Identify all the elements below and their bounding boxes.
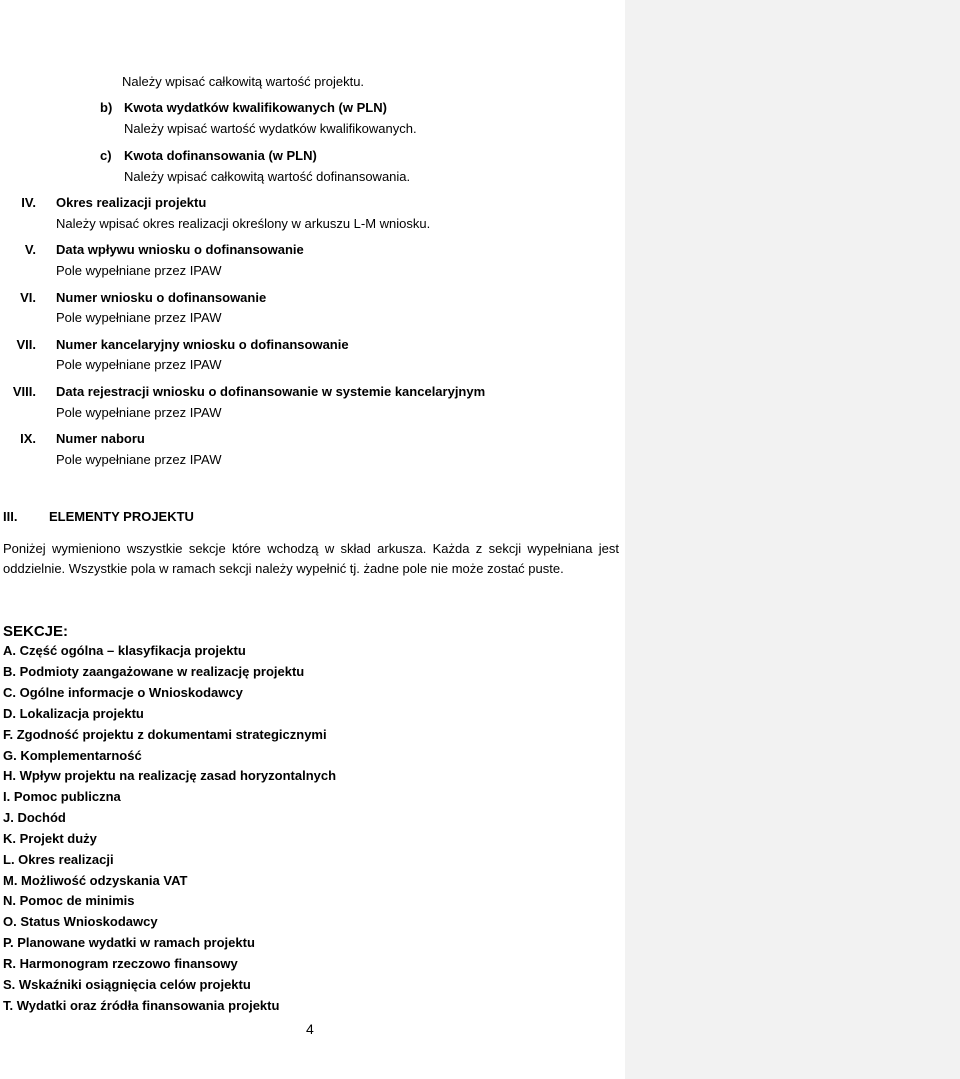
section-list-item: B. Podmioty zaangażowane w realizację projektu [3,664,305,679]
sub-item-note: Należy wpisać wartość wydatków kwalifikowanych. [124,121,417,136]
section-number: III. [3,509,18,524]
item-number: V. [24,242,36,257]
intro-note: Należy wpisać całkowitą wartość projektu. [122,74,365,89]
section-list-item: D. Lokalizacja projektu [3,706,144,721]
item-number: IX. [20,431,36,446]
item-note: Pole wypełniane przez IPAW [56,263,222,278]
item-number: VII. [16,337,36,352]
section-list-item: G. Komplementarność [3,748,142,763]
section-list-item: L. Okres realizacji [3,852,114,867]
section-list-item: H. Wpływ projektu na realizację zasad horyzontalnych [3,768,337,783]
section-list-item: A. Część ogólna – klasyfikacja projektu [3,643,246,658]
section-title: ELEMENTY PROJEKTU [49,509,194,524]
item-title: Numer naboru [56,431,145,446]
item-title: Data wpływu wniosku o dofinansowanie [56,242,304,257]
item-number: IV. [21,195,36,210]
sub-item-marker: c) [100,148,112,163]
page-number: 4 [306,1021,314,1037]
item-note: Pole wypełniane przez IPAW [56,357,222,372]
section-list-item: O. Status Wnioskodawcy [3,914,158,929]
section-list-item: N. Pomoc de minimis [3,893,135,908]
section-list-item: K. Projekt duży [3,831,97,846]
section-list-item: T. Wydatki oraz źródła finansowania projektu [3,998,280,1013]
item-note: Pole wypełniane przez IPAW [56,310,222,325]
section-list-item: J. Dochód [3,810,66,825]
item-title: Numer kancelaryjny wniosku o dofinansowanie [56,337,349,352]
section-list-item: M. Możliwość odzyskania VAT [3,873,188,888]
sub-item-title: Kwota wydatków kwalifikowanych (w PLN) [124,100,387,115]
sub-item-title: Kwota dofinansowania (w PLN) [124,148,317,163]
sub-item-marker: b) [100,100,113,115]
item-number: VI. [20,290,36,305]
sections-heading: SEKCJE: [3,623,69,640]
item-title: Numer wniosku o dofinansowanie [56,290,267,305]
section-paragraph: Poniżej wymieniono wszystkie sekcje które wchodzą w skład arkusza. Każda z sekcji wypełniana jest oddzielnie. Wszystkie pola w ramach sekcji należy wypełnić tj. żadne pole nie może zostać puste. [3,541,619,576]
section-list-item: S. Wskaźniki osiągnięcia celów projektu [3,977,251,992]
section-list-item: P. Planowane wydatki w ramach projektu [3,935,255,950]
section-list-item: F. Zgodność projektu z dokumentami strategicznymi [3,727,327,742]
section-list-item: R. Harmonogram rzeczowo finansowy [3,956,238,971]
section-list-item: I. Pomoc publiczna [3,789,121,804]
item-note: Pole wypełniane przez IPAW [56,405,222,420]
item-title: Data rejestracji wniosku o dofinansowanie w systemie kancelaryjnym [56,384,486,399]
item-number: VIII. [12,384,36,399]
item-note: Należy wpisać okres realizacji określony w arkuszu L-M wniosku. [56,216,431,231]
section-list-item: C. Ogólne informacje o Wnioskodawcy [3,685,243,700]
comment-margin [625,0,960,1079]
sub-item-note: Należy wpisać całkowitą wartość dofinansowania. [124,169,411,184]
item-note: Pole wypełniane przez IPAW [56,452,222,467]
item-title: Okres realizacji projektu [56,195,207,210]
